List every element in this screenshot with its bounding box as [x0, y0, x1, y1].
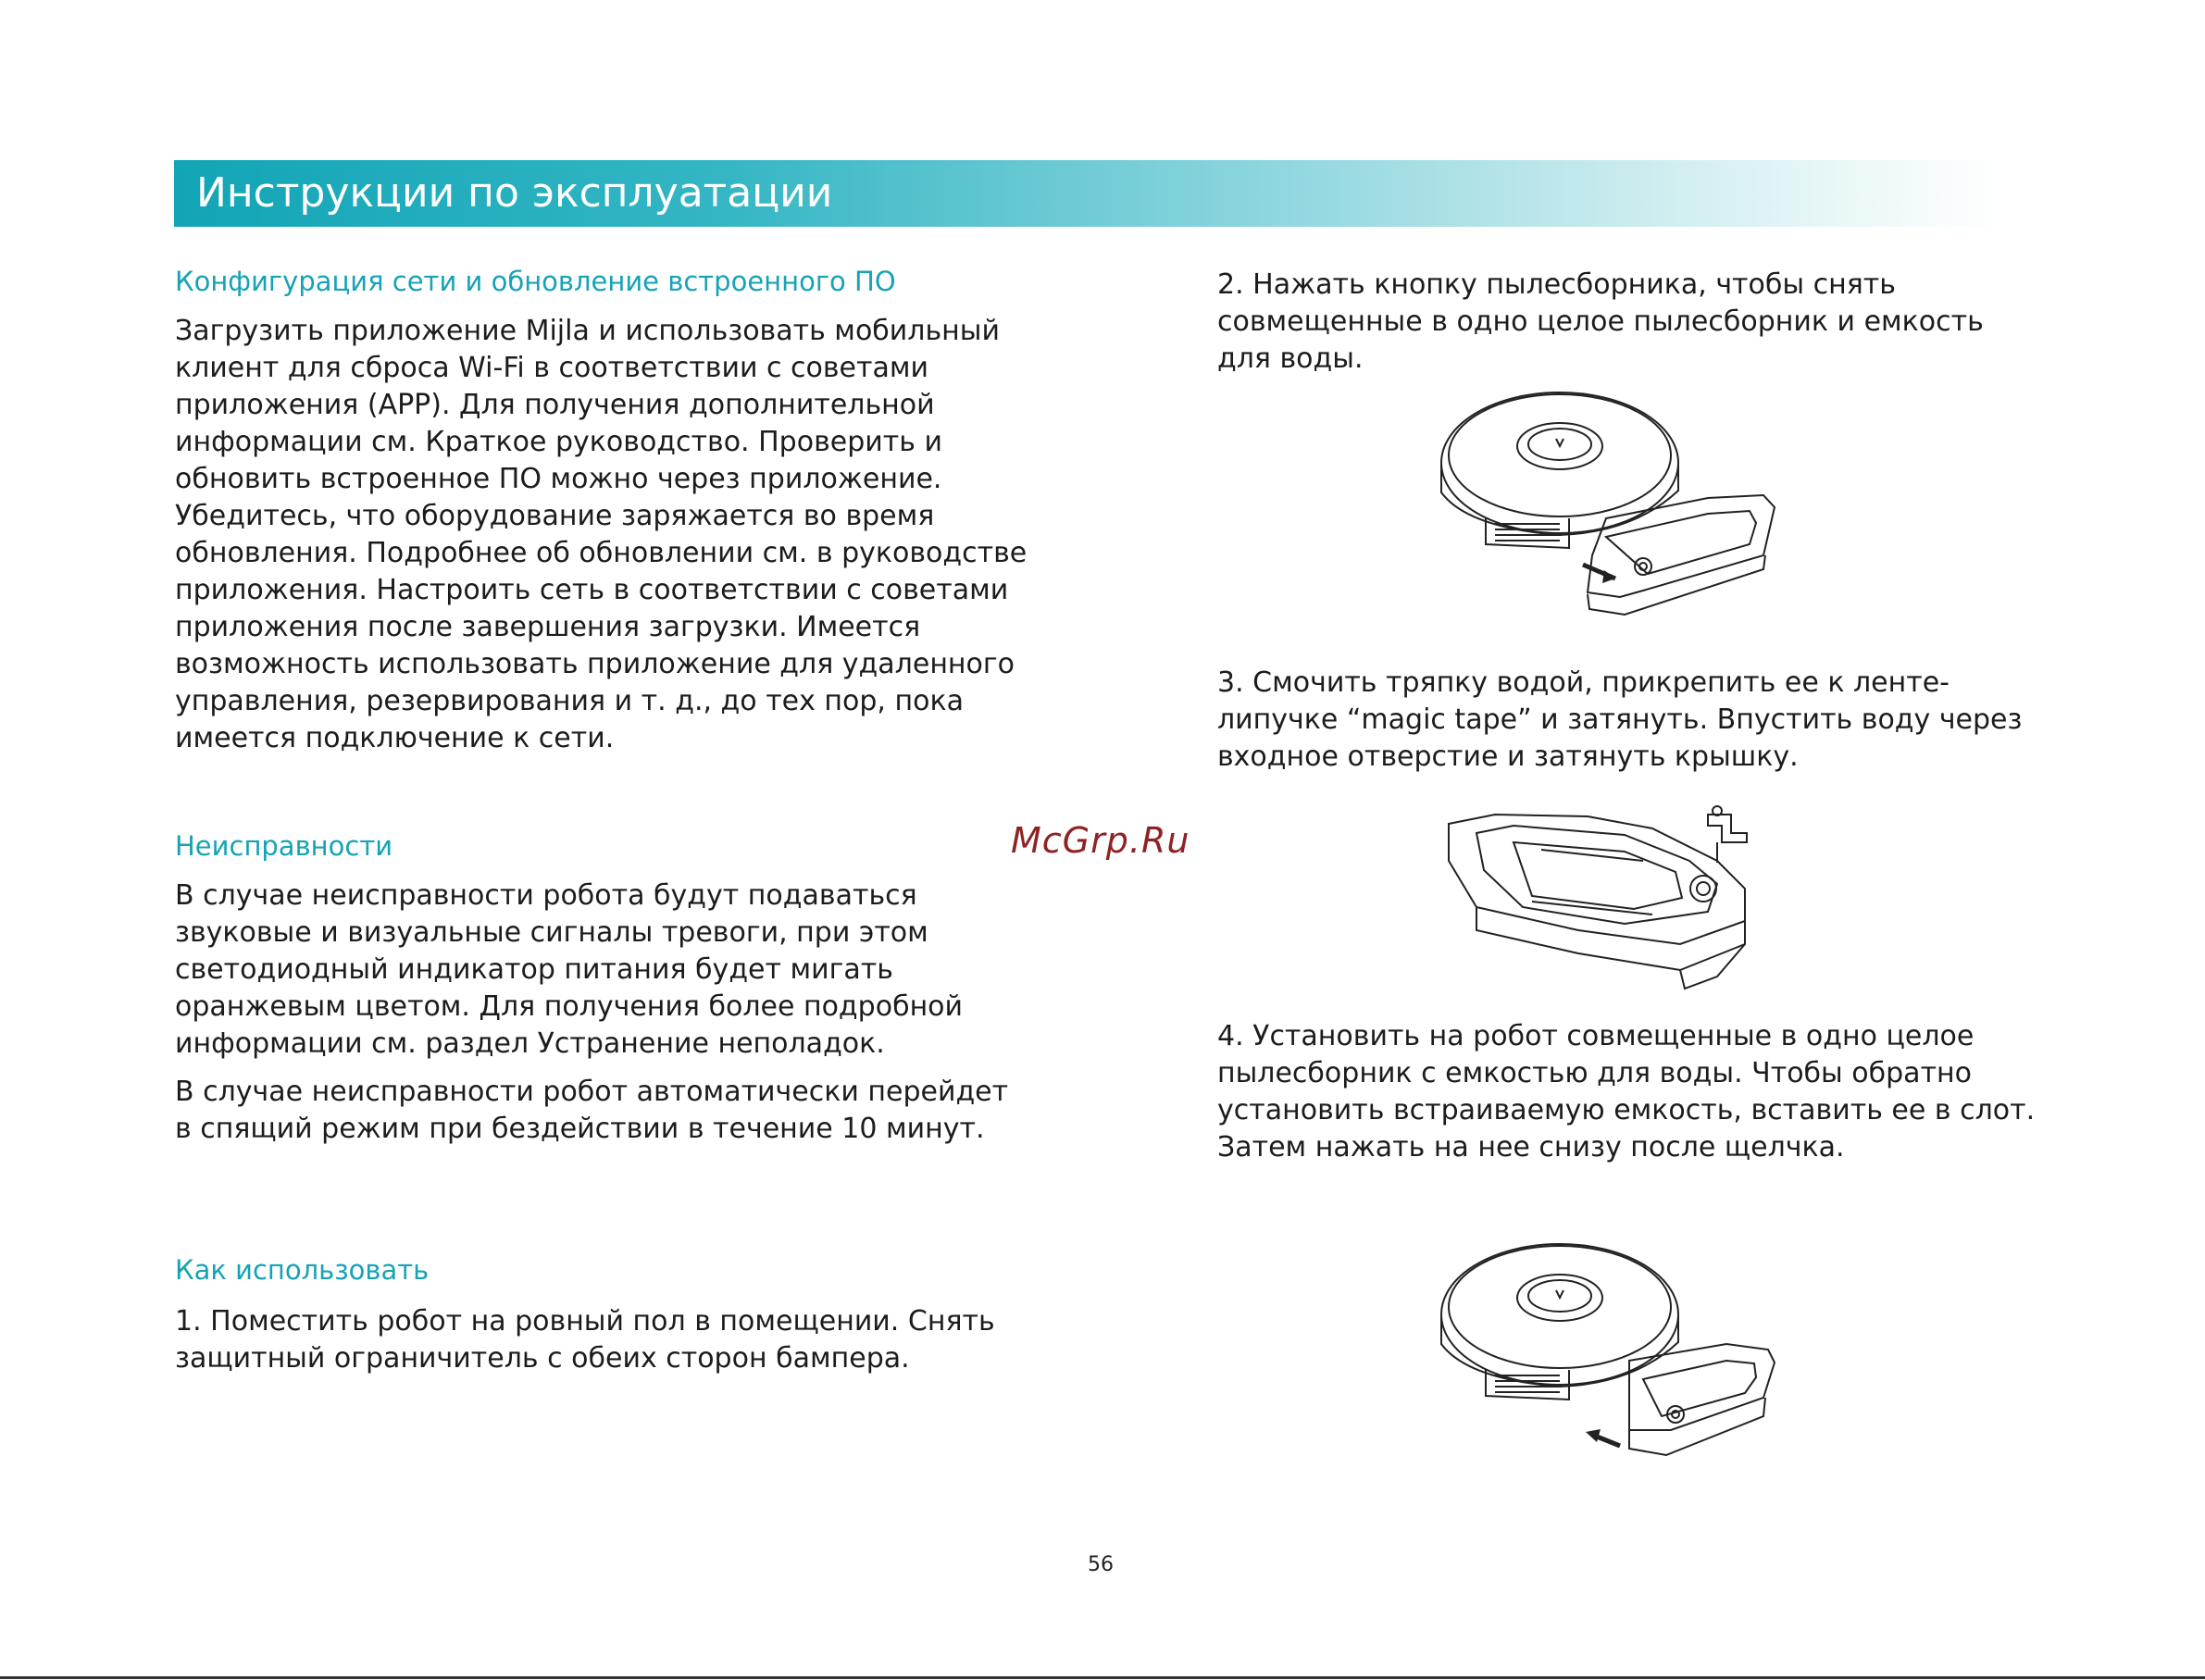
water-tank-fill-icon: [1439, 805, 1773, 990]
faults-heading: Неисправности: [175, 830, 393, 862]
watermark: McGrp.Ru: [1011, 820, 1190, 861]
title-banner: [174, 160, 1999, 227]
network-config-heading: Конфигурация сети и обновление встроенного ПО: [175, 266, 896, 297]
how-to-use-heading: Как использовать: [175, 1254, 430, 1286]
page-number: 56: [1088, 1553, 1114, 1576]
faults-text-1: В случае неисправности робота будут подаваться звуковые и визуальные сигналы тревоги, при этом светодиодный индикатор питания будет мигать оранжевым цветом. Для получения более подробной информации см. раздел Устранение неполадок.: [175, 879, 964, 1060]
step-2-text: 2. Нажать кнопку пылесборника, чтобы снять совмещенные в одно целое пылесборник и емкость для воды.: [1217, 268, 1984, 375]
bottom-divider: [0, 1676, 2205, 1679]
step-1-text: 1. Поместить робот на ровный пол в помещении. Снять защитный ограничитель с обеих сторон бампера.: [175, 1305, 995, 1375]
faults-text-2: В случае неисправности робот автоматически перейдет в спящий режим при бездействии в течение 10 минут.: [175, 1076, 1009, 1145]
page-title: Инструкции по эксплуатации: [196, 169, 833, 217]
robot-remove-dustbin-icon: [1430, 389, 1782, 620]
step-4-text: 4. Установить на робот совмещенные в одно целое пылесборник с емкостью для воды. Чтобы обратно установить встраиваемую емкость, вставить ее в слот. Затем нажать на нее снизу после щелчка.: [1217, 1020, 2036, 1164]
robot-install-dustbin-icon: [1430, 1240, 1782, 1481]
network-config-text: Загрузить приложение Mijla и использовать мобильный клиент для сброса Wi-Fi в соответствии с советами приложения (APP). Для получения дополнительной информации см. Краткое руководство. Проверить и обновить встроенное ПО можно через приложение. Убедитесь, что оборудование заряжается во время обновления. Подробнее об обновлении см. в руководстве приложения. Настроить сеть в соответствии с советами приложения после завершения загрузки. Имеется возможность использовать приложение для удаленного управления, резервирования и т. д., до тех пор, пока имеется подключение к сети.: [175, 315, 1028, 754]
step-3-text: 3. Смочить тряпку водой, прикрепить ее к ленте-липучке “magic tape” и затянуть. Впустить воду через входное отверстие и затянуть крышку.: [1217, 666, 2023, 773]
